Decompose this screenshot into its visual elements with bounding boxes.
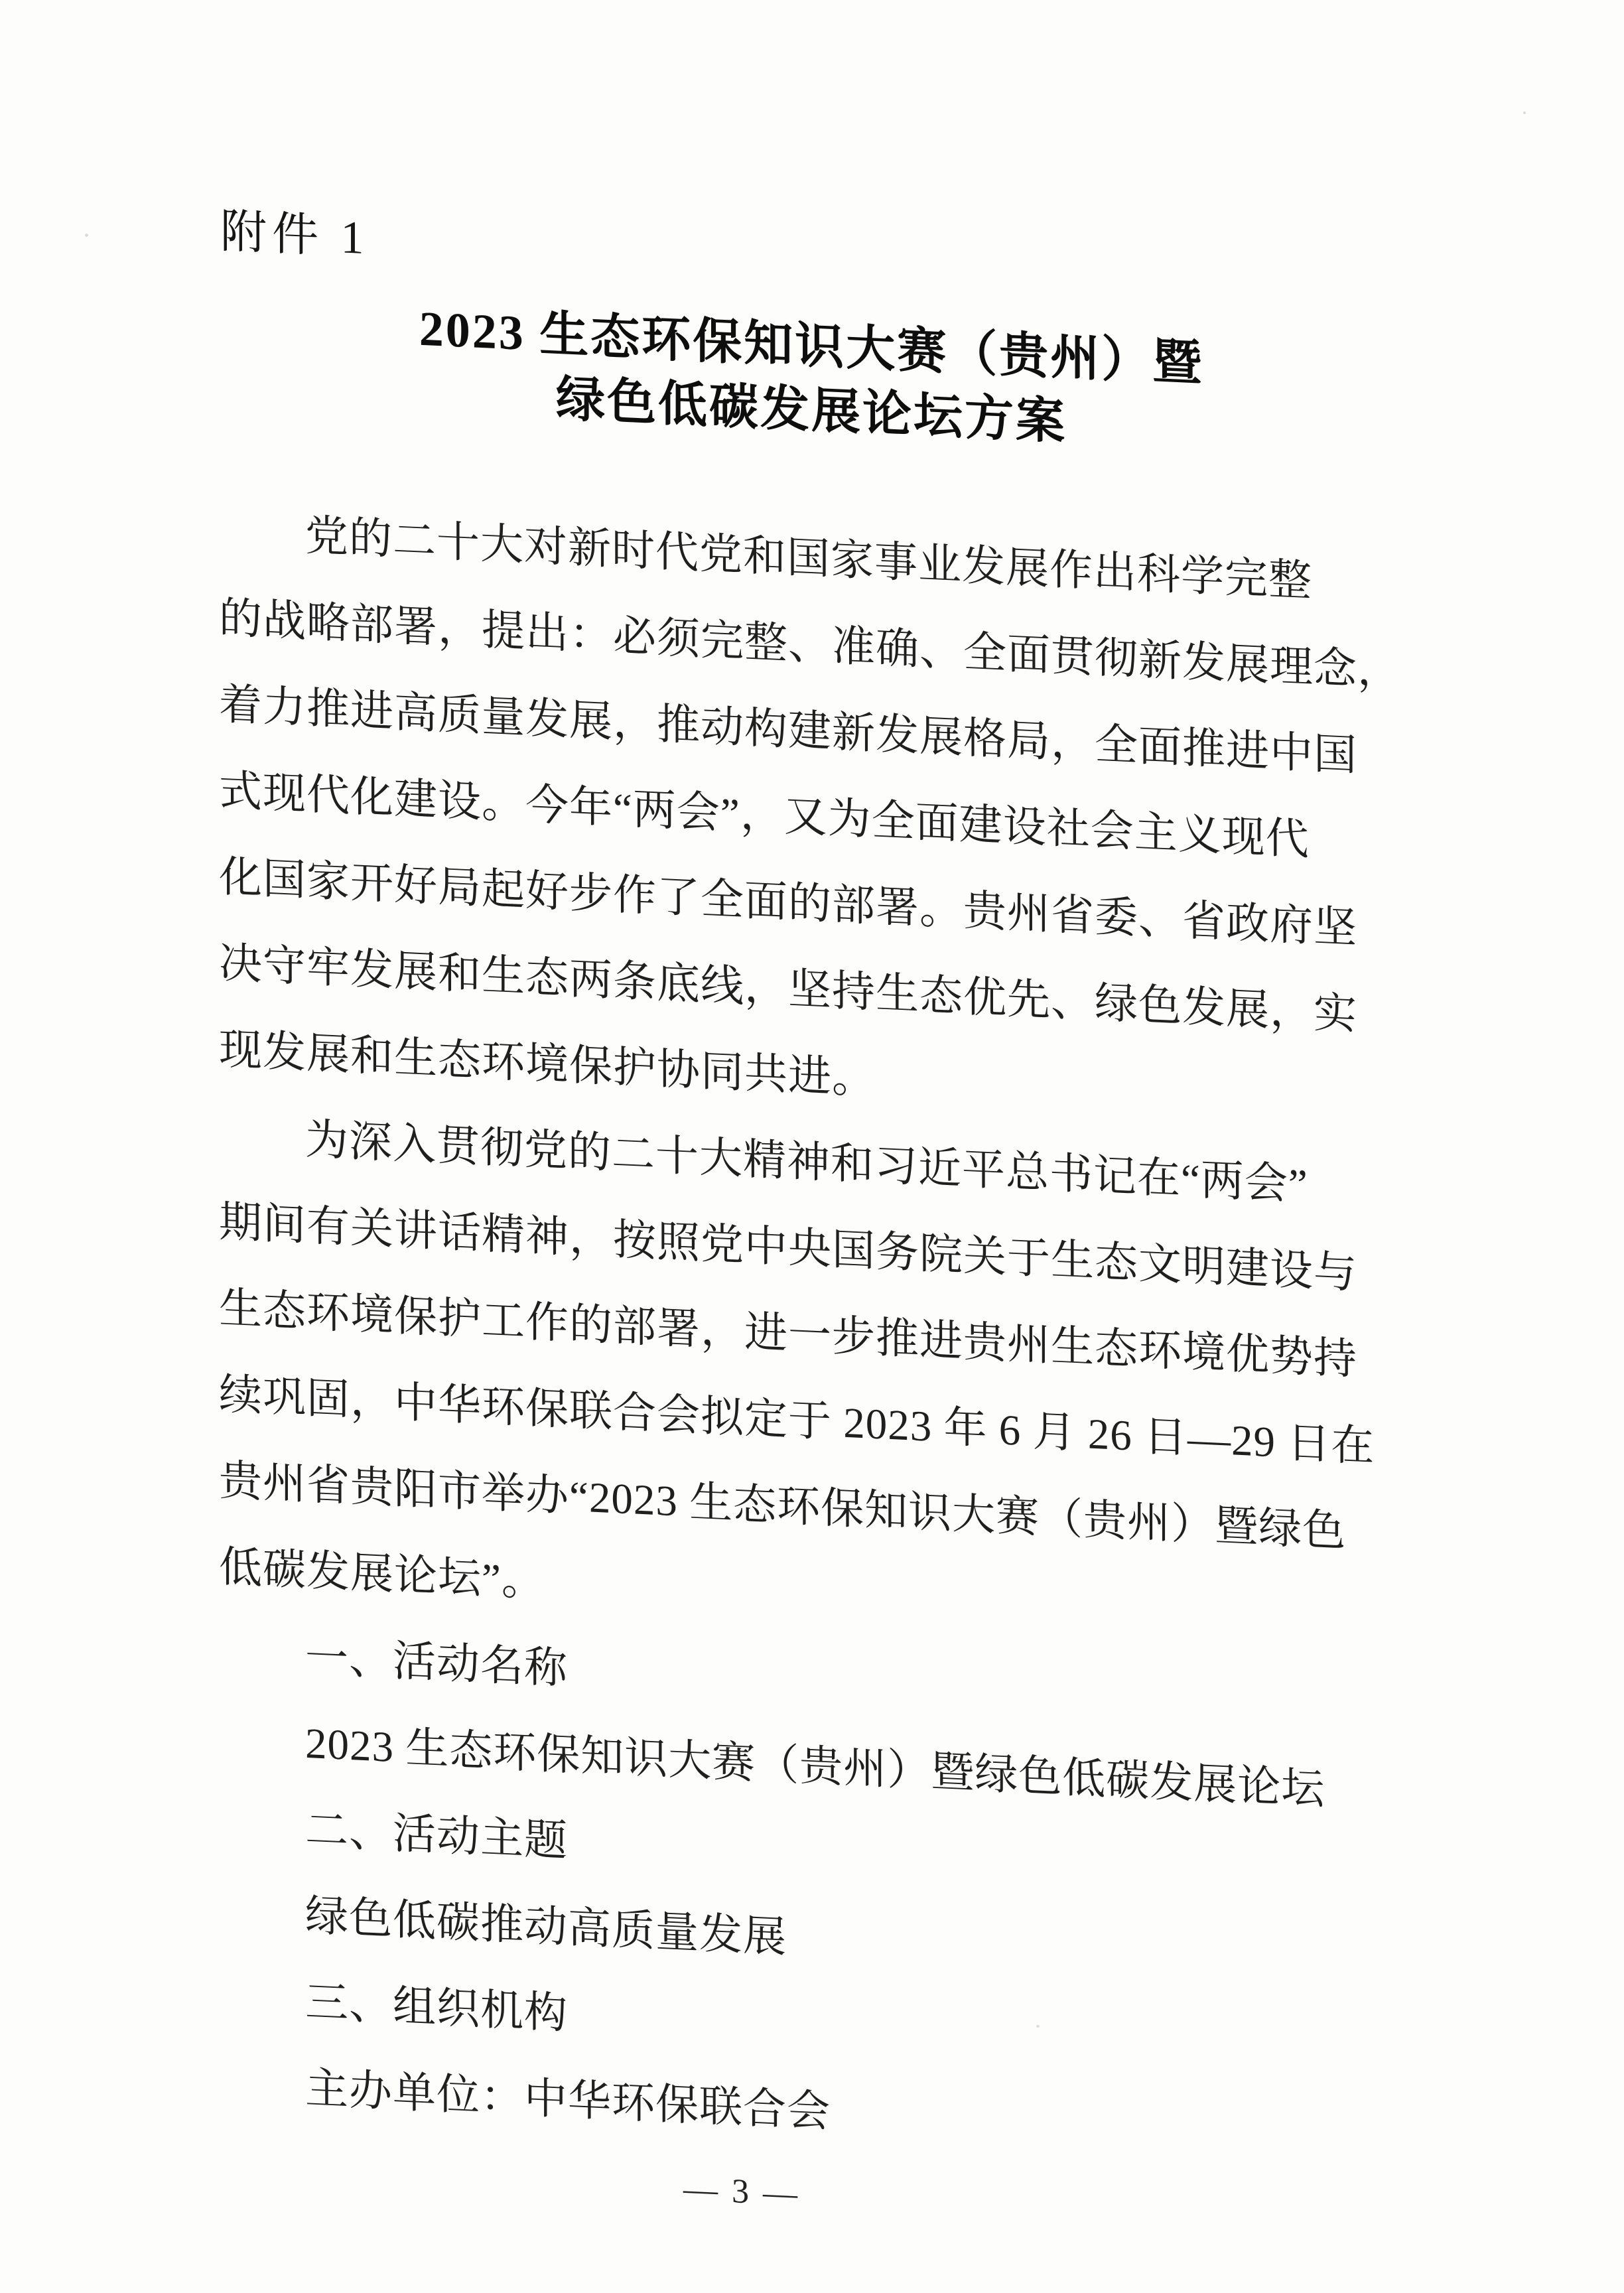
paragraph-line: 低碳发展论坛”。 bbox=[219, 1543, 545, 1606]
paragraph-line: 现发展和生态环境保护协同共进。 bbox=[219, 1026, 876, 1103]
section-content-organizer: 主办单位：中华环保联合会 bbox=[305, 2064, 831, 2136]
paragraph-line: 党的二十大对新时代党和国家事业发展作出科学完整 bbox=[305, 512, 1313, 606]
document-content bbox=[219, 0, 1402, 2293]
paragraph-line: 续巩固，中华环保联合会拟定于 2023 年 6 月 26 日—29 日在 bbox=[219, 1371, 1375, 1472]
section-content-activity-name: 2023 生态环保知识大赛（贵州）暨绿色低碳发展论坛 bbox=[305, 1719, 1325, 1814]
paragraph-line: 化国家开好局起好步作了全面的部署。贵州省委、省政府坚 bbox=[219, 853, 1358, 953]
scan-speck bbox=[85, 234, 88, 237]
document-title-line-1: 2023 生态环保知识大赛（贵州）暨 bbox=[419, 301, 1204, 392]
section-content-activity-theme: 绿色低碳推动高质量发展 bbox=[305, 1892, 787, 1962]
paragraph-line: 着力推进高质量发展，推动构建新发展格局，全面推进中国 bbox=[219, 681, 1358, 780]
paragraph-line: 期间有关讲话精神，按照党中央国务院关于生态文明建设与 bbox=[219, 1198, 1358, 1298]
section-heading-activity-theme: 二、活动主题 bbox=[305, 1805, 569, 1866]
scan-speck bbox=[1036, 2025, 1040, 2028]
paragraph-line: 生态环境保护工作的部署，进一步推进贵州生态环境优势持 bbox=[219, 1285, 1358, 1384]
document-title-line-2: 绿色低碳发展论坛方案 bbox=[556, 372, 1067, 451]
paragraph-line: 贵州省贵阳市举办“2023 生态环保知识大赛（贵州）暨绿色 bbox=[219, 1457, 1347, 1557]
page-number: — 3 — bbox=[683, 2170, 800, 2213]
paragraph-line: 决守牢发展和生态两条底线，坚持生态优先、绿色发展，实 bbox=[219, 939, 1358, 1039]
document-title bbox=[219, 288, 1367, 469]
attachment-label: 附件 1 bbox=[220, 206, 370, 265]
section-heading-activity-name: 一、活动名称 bbox=[305, 1633, 569, 1693]
paragraph-line: 为深入贯彻党的二十大精神和习近平总书记在“两会” bbox=[305, 1115, 1308, 1210]
section-heading-organization: 三、组织机构 bbox=[305, 1978, 569, 2038]
scan-speck bbox=[1523, 111, 1526, 114]
paragraph-line: 的战略部署，提出：必须完整、准确、全面贯彻新发展理念， bbox=[219, 594, 1402, 696]
paragraph-line: 式现代化建设。今年“两会”，又为全面建设社会主义现代 bbox=[219, 767, 1310, 865]
